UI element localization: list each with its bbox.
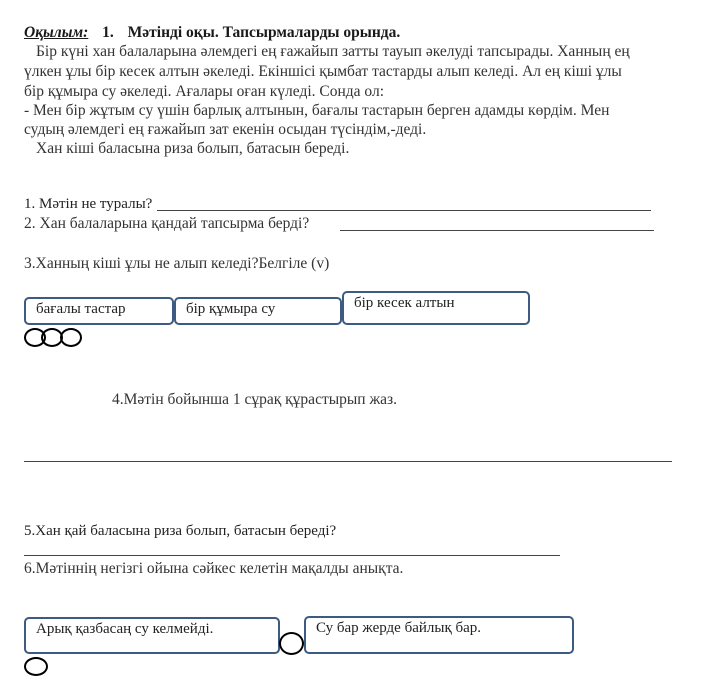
text-line-2: үлкен ұлы бір кесек алтын әкеледі. Екіншісі қымбат тастарды алып келеді. Ал ең кіші ұлы [24,63,622,80]
option-label: Су бар жерде байлық бар. [316,620,482,636]
question-5: 5.Хан қай баласына риза болып, батасын береді? [24,523,337,539]
option-label: бір кесек алтын [354,295,455,311]
task-title: Мәтінді оқы. Тапсырмаларды орында. [127,24,401,41]
option-label: бағалы тастар [36,301,126,317]
option-jug-of-water[interactable] [174,297,342,325]
question-2: 2. Хан балаларына қандай тапсырма берді? [24,215,310,232]
text-line-3: бір құмыра су әкеледі. Ағалары оған күледі. Сонда ол: [24,83,385,100]
question-3: 3.Ханның кіші ұлы не алып келеді?Белгіле (v) [24,255,330,272]
option-label: Арық қазбасаң су келмейді. [36,621,214,637]
question-1: 1. Мәтін не туралы? [24,196,153,212]
text-line-5: судың әлемдегі ең ғажайып зат екенін осыдан түсіндім,-деді. [24,121,427,138]
check-circle-proverb-1[interactable] [24,657,48,676]
task-header [24,24,400,42]
text-line-6: Хан кіші баласына риза болып, батасын береді. [36,140,350,157]
option-label: бір құмыра су [186,301,276,317]
question-6: 6.Мәтіннің негізгі ойына сәйкес келетін мақалды анықта. [24,560,404,577]
answer-line-2[interactable] [340,230,654,231]
option-proverb-2[interactable] [304,616,574,654]
answer-line-4[interactable] [24,461,672,462]
text-line-4: - Мен бір жұтым су үшін барлық алтынын, бағалы тастарын берген адамды көрдім. Мен [24,102,610,119]
check-circle-proverb-2[interactable] [279,632,304,655]
option-precious-stones[interactable] [24,297,174,325]
check-circle-3[interactable] [60,328,82,347]
option-gold-piece[interactable] [342,291,530,325]
task-number: 1. [102,24,114,41]
section-label: Оқылым: [24,24,89,41]
answer-line-5[interactable] [24,555,560,556]
option-proverb-1[interactable] [24,617,280,654]
question-4: 4.Мәтін бойынша 1 сұрақ құрастырып жаз. [112,391,398,408]
answer-line-1[interactable] [157,210,651,211]
text-line-1: Бір күні хан балаларына әлемдегі ең ғажайып затты тауып әкелуді тапсырады. Ханның ең [36,43,630,60]
